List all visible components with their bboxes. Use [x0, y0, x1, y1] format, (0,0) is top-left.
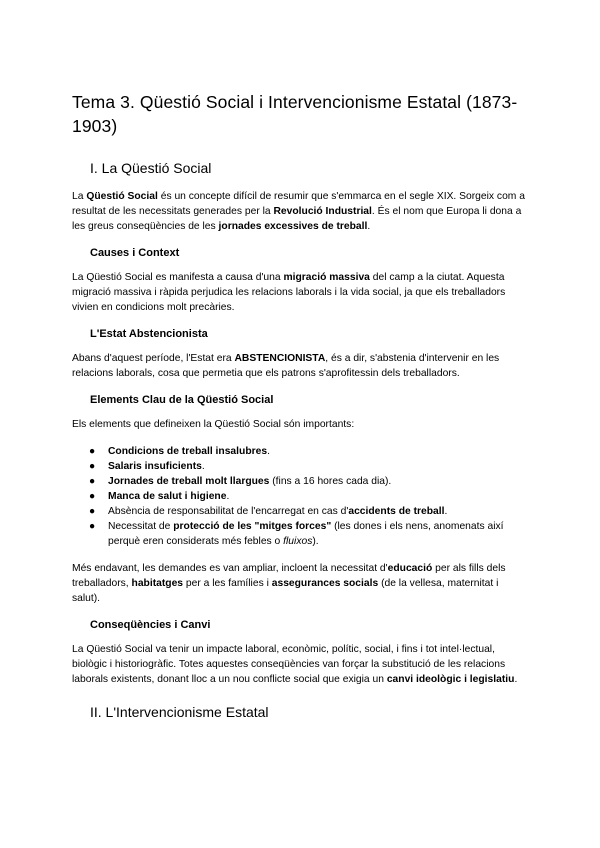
text-run: La: [72, 191, 87, 202]
text-run: per a les famílies i: [183, 578, 272, 589]
bullet-icon: ●: [89, 446, 96, 457]
text-run: .: [367, 221, 371, 232]
subheading-elements-clau: Elements Clau de la Qüestió Social: [90, 394, 274, 406]
text-run: , és a dir, s'abstenia d'intervenir en les relacions laborals, cosa que permetia que els patrons s'aprofitessin dels treballadors.: [72, 353, 500, 379]
bold-term: ABSTENCIONISTA: [234, 353, 326, 364]
text-run: Absència de responsabilitat de l'encarregat en cas d': [108, 506, 349, 517]
bold-term: Qüestió Social: [86, 191, 158, 202]
bullet-icon: ●: [89, 491, 96, 502]
bold-term: accidents de treball: [348, 506, 445, 517]
bold-term: Condicions de treball insalubres: [108, 446, 268, 457]
bold-term: canvi ideològic i legislatiu: [386, 674, 515, 685]
italic-term: fluixos: [283, 536, 313, 547]
elements-intro: Els elements que defineixen la Qüestió Social són importants:: [72, 419, 355, 430]
text-run: (fins a 16 hores cada dia).: [269, 476, 392, 487]
page-title: Tema 3. Qüestió Social i Intervencionisme Estatal (1873-1903): [72, 92, 518, 136]
document-page: [72, 90, 528, 733]
text-run: és un concepte difícil de resumir que s'emmarca en el segle XIX. Sorgeix com a resultat de les necessitats generades per la: [72, 191, 525, 217]
bold-term: assegurances socials: [271, 578, 379, 589]
bold-term: jornades excessives de treball: [218, 221, 368, 232]
text-run: .: [514, 674, 518, 685]
abstencionista-paragraph: [72, 351, 528, 381]
bold-term: Salaris insuficients: [108, 461, 202, 472]
list-item: [72, 504, 528, 519]
bullet-icon: ●: [89, 476, 96, 487]
list-item: [72, 489, 528, 504]
subheading-causes: Causes i Context: [90, 247, 180, 259]
bullet-icon: ●: [89, 461, 96, 472]
section-heading-intervencionisme: II. L'Intervencionisme Estatal: [90, 704, 269, 720]
elements-list: [72, 444, 528, 549]
text-run: Més endavant, les demandes es van ampliar, incloent la necessitat d': [72, 563, 388, 574]
text-run: ).: [312, 536, 319, 547]
text-run: .: [267, 446, 270, 457]
list-item: [72, 444, 528, 459]
list-item: [72, 459, 528, 474]
text-run: Necessitat de: [108, 521, 174, 532]
list-item: [72, 474, 528, 489]
text-run: . És el nom que Europa li dona a les greus conseqüències de les: [72, 206, 522, 232]
text-run: La Qüestió Social es manifesta a causa d'una: [72, 272, 284, 283]
text-run: La Qüestió Social va tenir un impacte laboral, econòmic, polític, social, i fins i tot intel·lectual, biològic i historiogràfic. Totes aquestes conseqüències van forçar la substitució de les relacions laborals existents, donant lloc a un nou conflicte social que exigia un: [72, 644, 506, 685]
section-heading-questio-social: I. La Qüestió Social: [90, 160, 212, 176]
bold-term: educació: [387, 563, 433, 574]
demands-paragraph: [72, 561, 528, 606]
subheading-consequencies: Conseqüències i Canvi: [90, 619, 211, 631]
bold-term: habitatges: [131, 578, 184, 589]
bold-term: Manca de salut i higiene: [108, 491, 227, 502]
intro-paragraph: [72, 189, 528, 234]
consequencies-paragraph: [72, 642, 528, 687]
text-run: .: [444, 506, 448, 517]
list-item: [72, 519, 528, 549]
text-run: .: [226, 491, 230, 502]
text-run: .: [201, 461, 205, 472]
bold-term: protecció de les "mitges forces": [173, 521, 332, 532]
bold-term: Revolució Industrial: [273, 206, 372, 217]
bold-term: Jornades de treball molt llargues: [108, 476, 270, 487]
bold-term: migració massiva: [283, 272, 370, 283]
bullet-icon: ●: [89, 506, 96, 517]
text-run: (de la vellesa, maternitat i salut).: [72, 578, 499, 604]
subheading-estat-abstencionista: L'Estat Abstencionista: [90, 328, 208, 340]
text-run: Abans d'aquest període, l'Estat era: [72, 353, 235, 364]
text-run: per als fills dels treballadors,: [72, 563, 506, 589]
causes-paragraph: [72, 270, 528, 315]
text-run: del camp a la ciutat. Aquesta migració massiva i ràpida perjudica les relacions laborals i la vida social, ja que els treballadors vivien en condicions molt precàries.: [72, 272, 506, 313]
bullet-icon: ●: [89, 521, 96, 532]
text-run: (les dones i els nens, anomenats així perquè eren considerats més febles o: [108, 521, 504, 547]
